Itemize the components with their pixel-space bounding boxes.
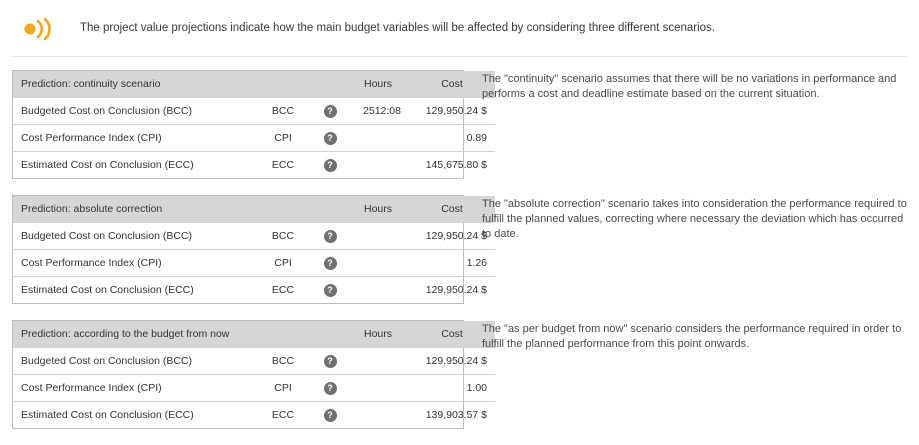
scenario-title: Prediction: according to the budget from now — [13, 321, 253, 348]
help-icon[interactable]: ? — [324, 230, 337, 243]
row-hours — [347, 348, 409, 375]
help-icon[interactable]: ? — [324, 382, 337, 395]
table-row — [13, 98, 495, 125]
scenario-description: The "absolute correction" scenario takes into consideration the performance required to fulfill the planned values, correcting where necessary the deviation which has occurred to date. — [482, 198, 907, 240]
row-cost: 129,950.24 $ — [409, 98, 495, 125]
row-hours: 2512:08 — [347, 98, 409, 125]
row-cost: 145,675.80 $ — [425, 159, 487, 171]
scenario-table-continuity — [12, 70, 487, 179]
help-cell — [313, 125, 347, 152]
table-header-row — [13, 321, 495, 348]
table-header-row — [13, 71, 495, 98]
header-banner — [0, 0, 919, 46]
scenario-table-absolute-correction — [12, 195, 487, 304]
row-hours — [347, 375, 409, 402]
help-icon[interactable]: ? — [324, 284, 337, 297]
row-hours — [347, 402, 409, 429]
cost-column-header: Cost — [409, 321, 495, 348]
row-code: BCC — [253, 98, 313, 125]
help-column-header — [313, 196, 347, 223]
code-column-header — [253, 71, 313, 98]
row-label: Budgeted Cost on Conclusion (BCC) — [13, 223, 253, 250]
row-hours — [347, 223, 409, 250]
cost-column-header: Cost — [409, 71, 495, 98]
help-column-header — [313, 321, 347, 348]
row-code: BCC — [253, 223, 313, 250]
code-column-header — [253, 321, 313, 348]
cost-column-header: Cost — [409, 196, 495, 223]
help-column-header — [313, 71, 347, 98]
row-label: Budgeted Cost on Conclusion (BCC) — [13, 98, 253, 125]
help-cell — [313, 98, 347, 125]
help-icon[interactable]: ? — [324, 355, 337, 368]
row-hours — [347, 125, 409, 152]
help-cell — [313, 348, 347, 375]
scenario-description: The "as per budget from now" scenario considers the performance required in order to fulfill the planned performance from this point onwards. — [482, 323, 902, 350]
code-column-header — [253, 196, 313, 223]
row-code: CPI — [253, 250, 313, 277]
row-cost: 0.89 — [409, 125, 495, 152]
table-header-row — [13, 196, 495, 223]
row-code: ECC — [271, 409, 295, 421]
row-label: Estimated Cost on Conclusion (ECC) — [21, 159, 194, 171]
row-cost: 129,950.24 $ — [409, 348, 495, 375]
row-label: Cost Performance Index (CPI) — [13, 125, 253, 152]
row-hours — [347, 152, 409, 179]
scenario-block — [0, 320, 919, 429]
hours-column-header: Hours — [347, 196, 409, 223]
row-cost: 139,903.57 $ — [425, 409, 487, 421]
help-cell — [313, 402, 347, 429]
row-code: CPI — [253, 375, 313, 402]
table-row — [13, 348, 495, 375]
row-cost: 1.00 — [409, 375, 495, 402]
help-cell — [313, 250, 347, 277]
row-cost: 129,950.24 $ — [425, 284, 487, 296]
header-divider — [12, 56, 907, 57]
table-row — [13, 223, 495, 250]
scenario-description: The "continuity" scenario assumes that there will be no variations in performance and performs a cost and deadline estimate based on the current situation. — [482, 73, 897, 100]
table-row — [13, 152, 495, 179]
table-row — [13, 375, 495, 402]
row-code: ECC — [271, 159, 295, 171]
table-row — [13, 250, 495, 277]
row-label: Cost Performance Index (CPI) — [13, 375, 253, 402]
help-icon[interactable]: ? — [324, 409, 337, 422]
row-label: Cost Performance Index (CPI) — [13, 250, 253, 277]
row-code: BCC — [253, 348, 313, 375]
table-row — [13, 277, 495, 304]
help-icon[interactable]: ? — [324, 105, 337, 118]
row-cost: 129,950.24 $ — [409, 223, 495, 250]
scenario-table-budget-from-now — [12, 320, 487, 429]
table-row — [13, 125, 495, 152]
row-code: ECC — [271, 284, 295, 296]
help-icon[interactable]: ? — [324, 159, 337, 172]
help-cell — [313, 152, 347, 179]
scenarios-container — [0, 70, 919, 445]
row-label: Estimated Cost on Conclusion (ECC) — [21, 409, 194, 421]
hours-column-header: Hours — [347, 321, 409, 348]
row-hours — [347, 277, 409, 304]
row-label: Estimated Cost on Conclusion (ECC) — [21, 284, 194, 296]
table-row — [13, 402, 495, 429]
help-cell — [313, 277, 347, 304]
header-message: The project value projections indicate how the main budget variables will be affected by considering three different scenarios. — [80, 22, 715, 34]
hours-column-header: Hours — [347, 71, 409, 98]
speaker-announcement-icon — [18, 14, 64, 42]
row-cost: 1.26 — [409, 250, 495, 277]
help-icon[interactable]: ? — [324, 257, 337, 270]
help-cell — [313, 375, 347, 402]
scenario-block — [0, 195, 919, 304]
row-hours — [347, 250, 409, 277]
scenario-title: Prediction: continuity scenario — [13, 71, 253, 98]
scenario-title: Prediction: absolute correction — [13, 196, 253, 223]
row-label: Budgeted Cost on Conclusion (BCC) — [13, 348, 253, 375]
scenario-block — [0, 70, 919, 179]
row-code: CPI — [253, 125, 313, 152]
help-cell — [313, 223, 347, 250]
help-icon[interactable]: ? — [324, 132, 337, 145]
